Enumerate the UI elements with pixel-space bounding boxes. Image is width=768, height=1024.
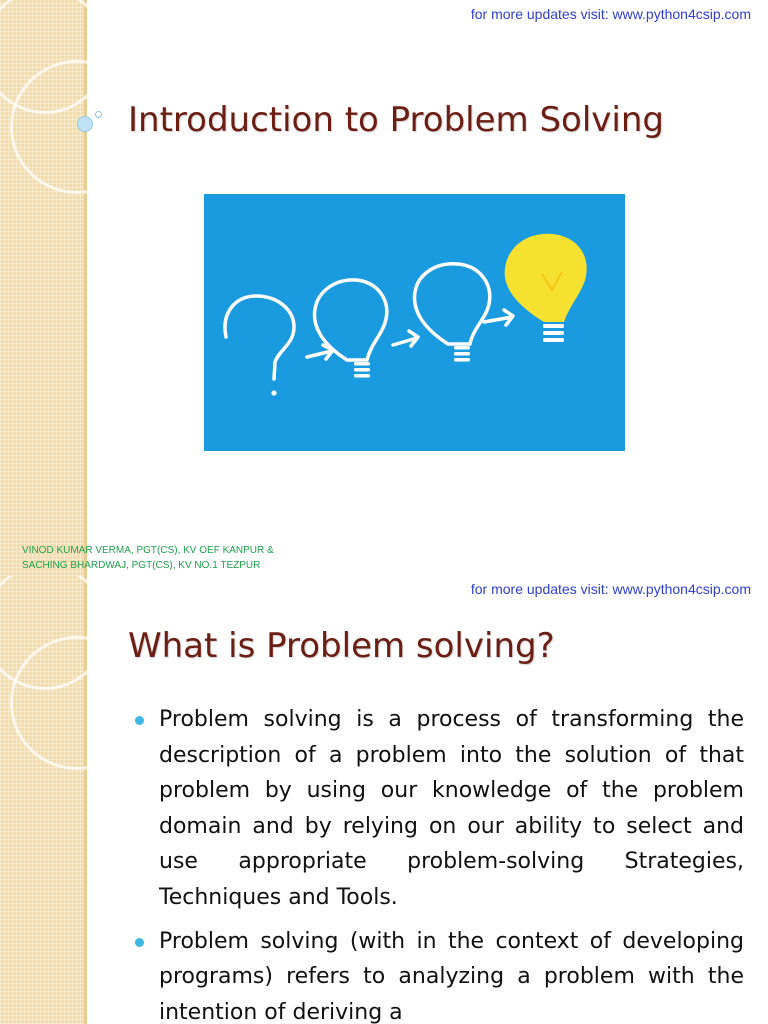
strip-edge: [84, 576, 87, 1024]
decorative-side-strip: [0, 576, 86, 1024]
author-credits: [22, 543, 274, 573]
bullet-marker: [135, 938, 144, 947]
decorative-dot: [77, 116, 93, 132]
bullet-text: Problem solving (with in the context of developing programs) refers to analyzing a problem with the intention of deriving a: [159, 928, 744, 1024]
slide-title: What is Problem solving?: [128, 626, 555, 666]
strip-edge: [84, 0, 87, 576]
bullet-item: [135, 702, 744, 916]
author-line: VINOD KUMAR VERMA, PGT(CS), KV OEF KANPUR &: [22, 545, 274, 556]
bullet-marker: [135, 716, 144, 725]
author-line: SACHING BHARDWAJ, PGT(CS), KV NO.1 TEZPUR: [22, 560, 261, 571]
decorative-side-strip: [0, 0, 86, 576]
bullet-list: [135, 702, 744, 1024]
decorative-dot: [95, 111, 102, 118]
slide-title: Introduction to Problem Solving: [128, 100, 664, 140]
bullet-text: Problem solving is a process of transforming the description of a problem into the solution of that problem by using our knowledge of the problem domain and by relying on our ability to select and use appropriate problem-solving Strategies, Techniques and Tools.: [159, 707, 744, 910]
slide-what-is-problem-solving: [0, 576, 768, 1024]
update-link[interactable]: for more updates visit: www.python4csip.com: [470, 581, 751, 597]
bullet-item: [135, 924, 744, 1024]
update-link[interactable]: for more updates visit: www.python4csip.com: [470, 6, 751, 22]
problem-solving-image: [204, 194, 625, 451]
